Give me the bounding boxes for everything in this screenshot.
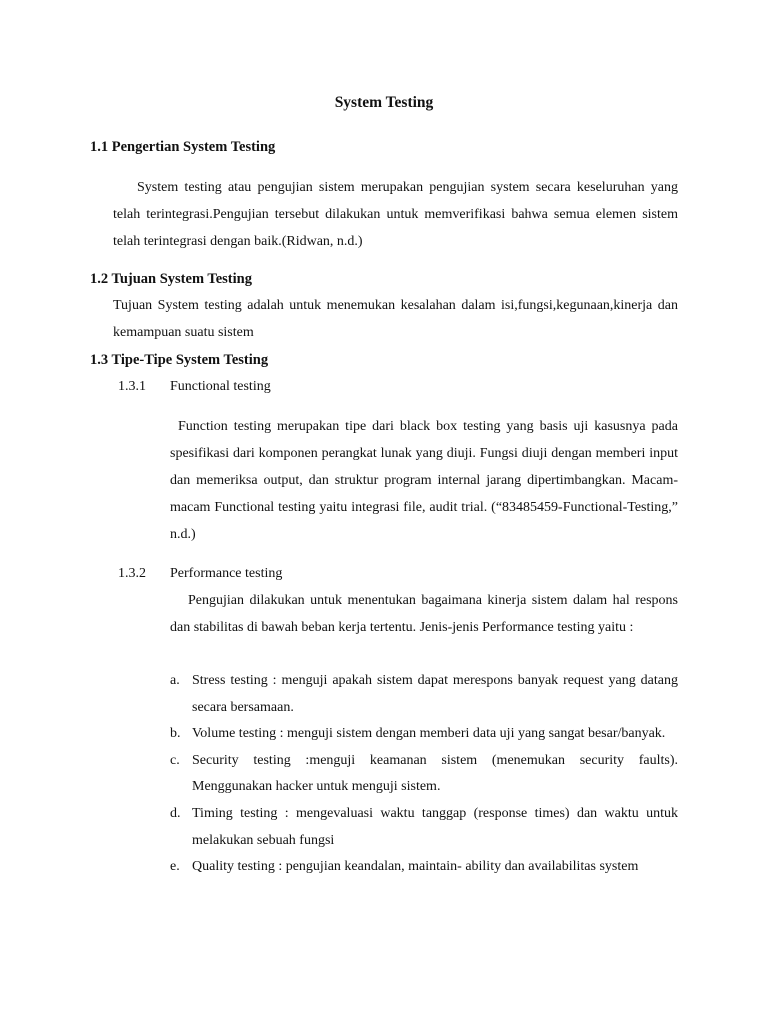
list-marker: e.	[170, 859, 180, 875]
list-marker: b.	[170, 726, 181, 742]
subsection-number: 1.3.2	[118, 566, 146, 581]
list-marker: d.	[170, 805, 181, 821]
list-item-text: Security testing :menguji keamanan sistem (menemukan security faults). Menggunakan hacker untuk menguji sistem.	[192, 752, 678, 795]
list-item	[170, 721, 678, 748]
list-item-text: Timing testing : mengevaluasi waktu tanggap (response times) dan waktu untuk melakukan sebuah fungsi	[192, 805, 678, 848]
list-item-text: Volume testing : menguji sistem dengan memberi data uji yang sangat besar/banyak.	[192, 726, 666, 742]
document-title: System Testing	[334, 94, 434, 111]
subsection-1-3-1	[118, 379, 271, 395]
list-item	[170, 748, 678, 801]
paragraph-1-3-2: Pengujian dilakukan untuk menentukan bagaimana kinerja sistem dalam hal respons dan stabilitas di bawah beban kerja tertentu. Jenis-jenis Performance testing yaitu :	[170, 593, 678, 635]
list-item-text: Quality testing : pengujian keandalan, maintain- ability dan availabilitas system	[192, 859, 639, 875]
paragraph-1-1: System testing atau pengujian sistem merupakan pengujian system secara keseluruhan yang telah terintegrasi.Pengujian tersebut dilakukan untuk memverifikasi bahwa semua elemen sistem telah terintegrasi dengan baik.(Ridwan, n.d.)	[113, 180, 678, 249]
list-item	[170, 801, 678, 854]
list-marker: c.	[170, 752, 180, 768]
performance-testing-list	[170, 668, 678, 881]
list-marker: a.	[170, 673, 180, 688]
heading-1-3: 1.3 Tipe-Tipe System Testing	[90, 352, 269, 368]
heading-1-2: 1.2 Tujuan System Testing	[90, 271, 252, 287]
subsection-label: Functional testing	[170, 379, 271, 394]
list-item	[170, 854, 678, 881]
subsection-1-3-2	[118, 566, 282, 582]
paragraph-1-2: Tujuan System testing adalah untuk menemukan kesalahan dalam isi,fungsi,kegunaan,kinerja dan kemampuan suatu sistem	[113, 298, 678, 340]
subsection-number: 1.3.1	[118, 379, 146, 394]
paragraph-1-3-1: Function testing merupakan tipe dari black box testing yang basis uji kasusnya pada spesifikasi dari komponen perangkat lunak yang diuji. Fungsi diuji dengan memberi input dan memeriksa output, dan struktur program internal jarang dipertimbangkan. Macam-macam Functional testing yaitu integrasi file, audit trial. (“83485459-Functional-Testing,” n.d.)	[170, 419, 678, 542]
heading-1-1: 1.1 Pengertian System Testing	[90, 139, 276, 155]
subsection-label: Performance testing	[170, 566, 283, 581]
list-item-text: Stress testing : menguji apakah sistem dapat merespons banyak request yang datang secara bersamaan.	[192, 673, 678, 715]
list-item	[170, 668, 678, 721]
